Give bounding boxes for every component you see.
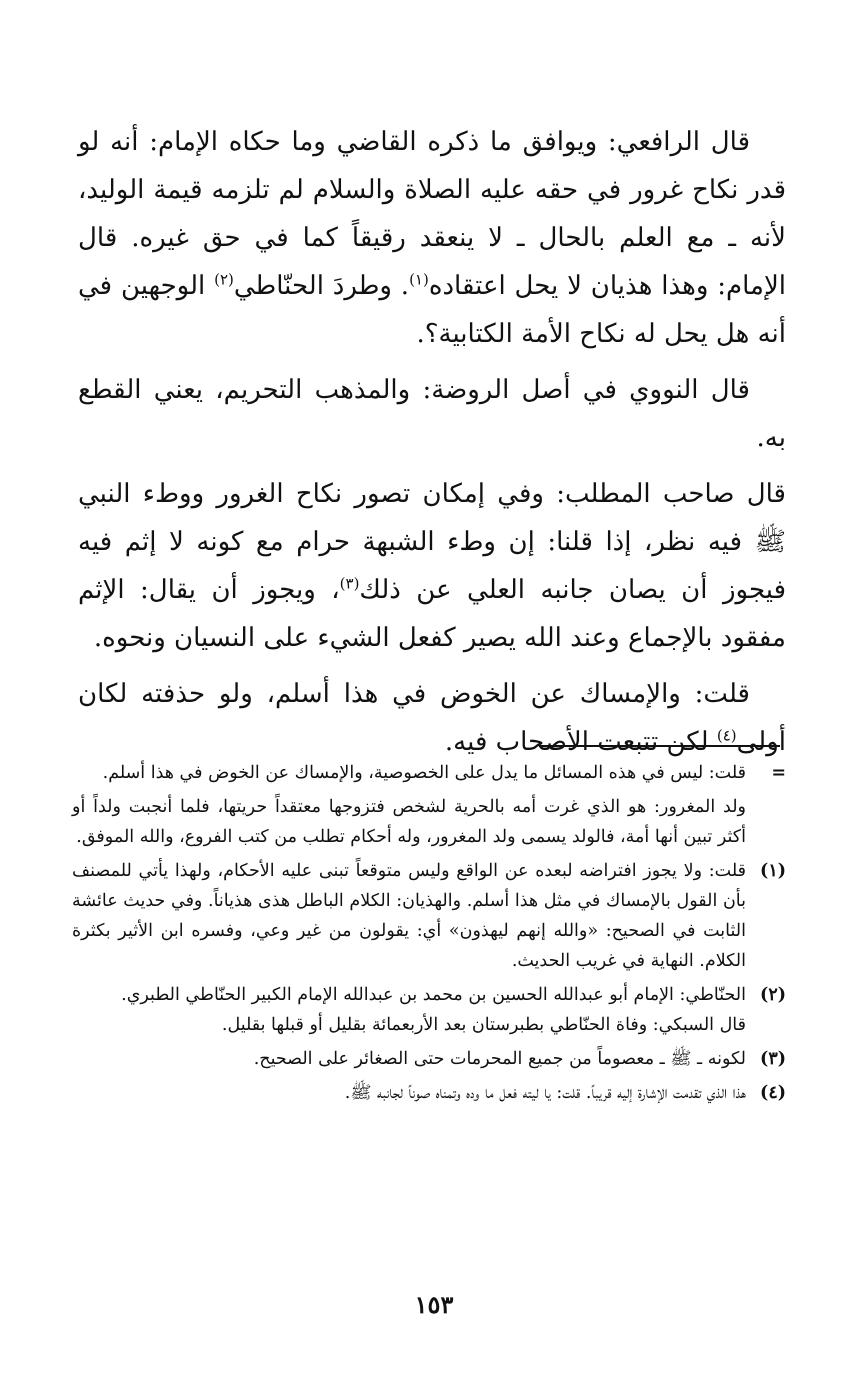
paragraph-rafii — [78, 118, 786, 358]
footnote-continuation-marker: = — [771, 763, 786, 783]
paragraph-matlab-text-b: ، ويجوز أن يقال: الإثم مفقود بالإجماع وعند الله يصير كفعل الشيء على النسيان ونحوه. — [78, 575, 786, 653]
paragraph-matlab-text-a: قال صاحب المطلب: وفي إمكان تصور نكاح الغرور ووطء النبي ﷺ فيه نظر، إذا قلنا: إن وطء الشبهة حرام مع كونه لا إثم فيه فيجوز أن يصان جانبه العلي عن ذلك — [78, 479, 786, 605]
paragraph-nawawi-text: قال النووي في أصل الروضة: والمذهب التحريم، يعني القطع به. — [78, 375, 786, 453]
footnote-2-text-a: الحنّاطي: الإمام أبو عبدالله الحسين بن محمد بن عبدالله الإمام الكبير الحنّاطي الطبري. — [121, 985, 746, 1005]
footnote-ref-1[interactable]: (١) — [409, 270, 429, 289]
footnote-3-text: لكونه ـ ﷺ ـ معصوماً من جميع المحرمات حتى الصغائر على الصحيح. — [253, 1049, 746, 1069]
footnote-2-text-b: قال السبكي: وفاة الحنّاطي بطبرستان بعد الأربعمائة بقليل أو قبلها بقليل. — [221, 1015, 746, 1035]
paragraph-qultu-text-b: لكن تتبعت الأصحاب فيه. — [444, 727, 717, 757]
main-text — [78, 118, 786, 774]
footnote-4-marker: (٤) — [760, 1083, 786, 1103]
footnote-1-text: قلت: ولا يجوز افتراضه لبعده عن الواقع وليس متوقعاً تبنى عليه الأحكام، ولهذا يأتي للمصنف بأن القول بالإمساك في مثل هذا أسلم. والهذيان: الكلام الباطل هذى هذياناً. وفي حديث عائشة الثابت في الصحيح: «والله إنهم ليهذون» أي: يقولون من غير وعي، وفسره ابن الأثير بكثرة الكلام. النهاية في غريب الحديث. — [72, 861, 746, 971]
footnote-ref-2[interactable]: (٢) — [214, 270, 234, 289]
paragraph-qultu-text-a: قلت: والإمساك عن الخوض في هذا أسلم، ولو حذفته لكان أولى — [78, 679, 786, 757]
footnote-separator — [540, 745, 780, 747]
footnote-1-marker: (١) — [760, 861, 786, 881]
footnote-4 — [72, 1078, 786, 1108]
footnote-ref-3[interactable]: (٣) — [339, 574, 360, 593]
footnote-2-marker: (٢) — [760, 985, 786, 1005]
page-number: ١٥٣ — [414, 1290, 454, 1319]
footnote-4-text: هذا الذي تقدمت الإشارة إليه قريباً. قلت: يا ليته فعل ما وده وتمناه صوناً لجانبه ﷺ. — [344, 1083, 746, 1103]
paragraph-qultu — [78, 670, 786, 766]
paragraph-rafii-text-b: . وطردَ الحنّاطي — [233, 271, 410, 301]
paragraph-matlab — [78, 470, 786, 662]
paragraph-rafii-text-a: قال الرافعي: ويوافق ما ذكره القاضي وما حكاه الإمام: أنه لو قدر نكاح غرور في حقه عليه الصلاة والسلام لم تلزمه قيمة الوليد، لأنه ـ مع العلم بالحال ـ لا ينعقد رقيقاً كما في حق غيره. قال الإمام: وهذا هذيان لا يحل اعتقاده — [78, 127, 786, 301]
paragraph-rafii-text-c: الوجهين في أنه هل يحل له نكاح الأمة الكتابية؟. — [78, 271, 786, 349]
footnotes — [72, 758, 786, 1112]
footnote-2 — [72, 980, 786, 1040]
footnote-continuation-text-1: قلت: ليس في هذه المسائل ما يدل على الخصوصية، والإمساك عن الخوض في هذا أسلم. — [102, 763, 746, 783]
footnote-3 — [72, 1044, 786, 1074]
footnote-1 — [72, 856, 786, 976]
footnote-3-marker: (٣) — [760, 1049, 786, 1069]
paragraph-nawawi — [78, 366, 786, 462]
footnote-continuation-2 — [72, 792, 786, 852]
footnote-continuation — [72, 758, 786, 788]
footnote-ref-4[interactable]: (٤) — [716, 726, 737, 745]
footnote-continuation-text-2: ولد المغرور: هو الذي غرت أمه بالحرية لشخص فتزوجها معتقداً حريتها، فلما أنجبت ولداً أو أكثر تبين أنها أمة، فالولد يسمى ولد المغرور، وله أحكام تطلب من كتب الفروع، والله الموفق. — [72, 797, 746, 847]
